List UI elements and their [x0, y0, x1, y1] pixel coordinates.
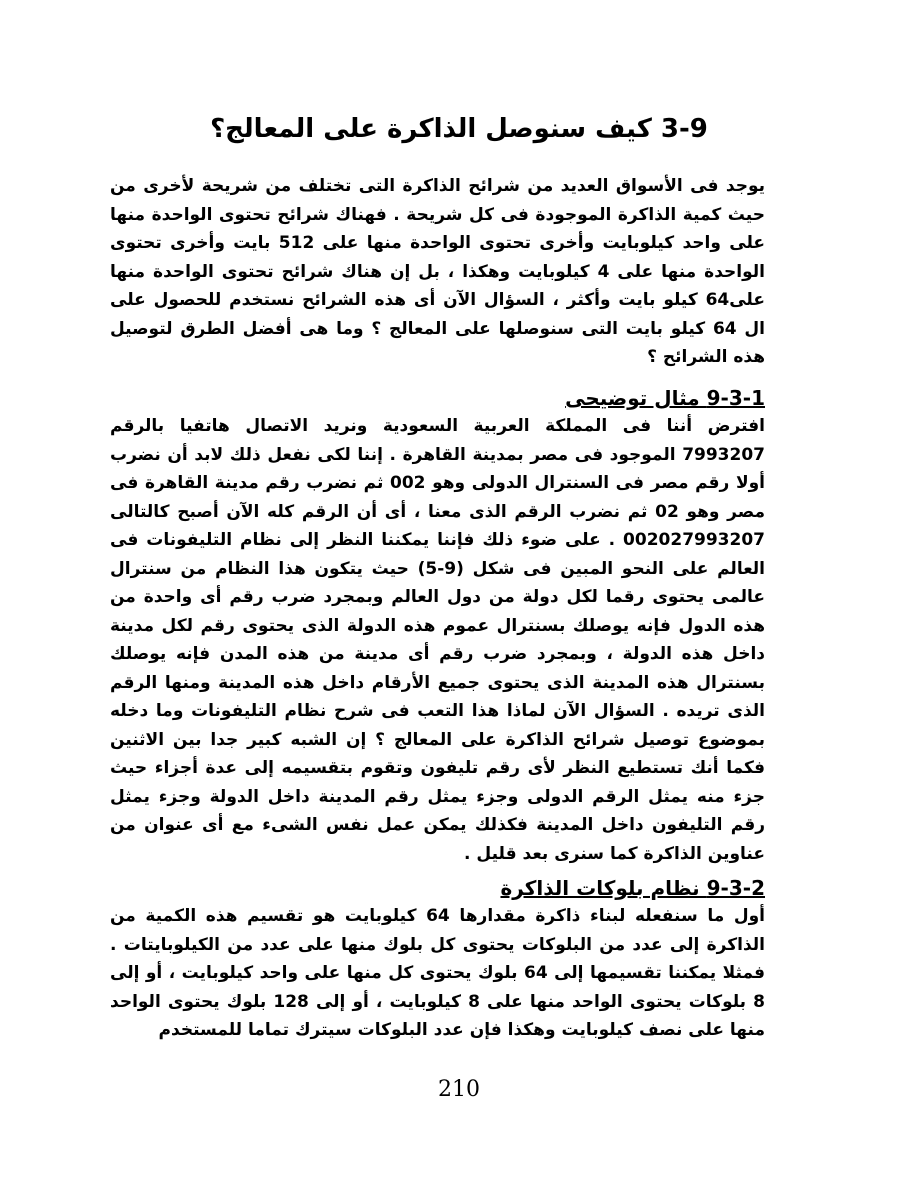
page-title: 3-9 كيف سنوصل الذاكرة على المعالج؟: [210, 114, 708, 144]
memory-blocks-paragraph: أول ما سنفعله لبناء ذاكرة مقدارها 64 كيلوبايت هو تقسيم هذه الكمية من الذاكرة إلى عدد من البلوكات يحتوى كل بلوك منها على عدد من الكيلوبايتات . فمثلا يمكننا تقسيمها إلى 64 بلوك يحتوى كل منها على واحد كيلوبايت ، أو إلى 8 بلوكات يحتوى الواحد منها على 8 كيلوبايت ، أو إلى 128 بلوك يحتوى الواحد منها على نصف كيلوبايت وهكذا فإن عدد البلوكات سيترك تماما للمستخدم: [110, 906, 765, 1040]
section-example: [110, 384, 765, 868]
intro-paragraph: يوجد فى الأسواق العديد من شرائح الذاكرة التى تختلف من شريحة لأخرى من حيث كمية الذاكرة الموجودة فى كل شريحة . فهناك شرائح تحتوى الواحدة منها على واحد كيلوبايت وأخرى تحتوى الواحدة منها على 512 بايت وأخرى تحتوى الواحدة منها على 4 كيلوبايت وهكذا ، بل إن هناك شرائح تحتوى الواحدة منها على64 كيلو بايت وأكثر ، السؤال الآن أى هذه الشرائح نستخدم للحصول على ال 64 كيلو بايت التى سنوصلها على المعالج ؟ وما هى أفضل الطرق لتوصيل هذه الشرائح ؟: [110, 176, 765, 367]
example-paragraph: افترض أننا فى المملكة العربية السعودية ونريد الاتصال هاتفيا بالرقم 7993207 الموجود فى مصر بمدينة القاهرة . إننا لكى نفعل ذلك لابد أن نضرب أولا رقم مصر فى السنترال الدولى وهو 002 ثم نضرب رقم مدينة القاهرة فى مصر وهو 02 ثم نضرب الرقم الذى معنا ، أى أن الرقم كله الآن أصبح كالتالى 002027993207 . على ضوء ذلك فإننا يمكننا النظر إلى نظام التليفونات فى العالم على النحو المبين فى شكل (9-5) حيث يتكون هذا النظام من سنترال عالمى يحتوى رقما لكل دولة من دول العالم وبمجرد ضرب رقم أى واحدة من هذه الدول فإنه يوصلك بسنترال عموم هذه الدولة الذى يحتوى رقم لكل مدينة داخل هذه الدولة ، وبمجرد ضرب رقم أى مدينة من هذه المدن فإنه يوصلك بسنترال هذه المدينة الذى يحتوى جميع الأرقام داخل هذه المدينة ومنها الرقم الذى تريده . السؤال الآن لماذا هذا التعب فى شرح نظام التليفونات وما دخله بموضوع توصيل شرائح الذاكرة على المعالج ؟ إن الشبه كبير جدا بين الاثنين فكما أنك تستطيع النظر لأى رقم تليفون وتقوم بتقسيمه إلى عدة أجزاء حيث جزء منه يمثل الرقم الدولى وجزء يمثل رقم المدينة داخل الدولة وجزء يمثل رقم التليفون داخل المدينة فكذلك يمكن عمل نفس الشىء مع أى عنوان من عناوين الذاكرة كما سنرى بعد قليل .: [110, 416, 766, 864]
section-heading-memory-blocks: 9-3-2 نظام بلوكات الذاكرة: [500, 876, 765, 900]
intro-block: [110, 172, 765, 372]
section-memory-blocks: [110, 874, 765, 1045]
section-heading-example: 9-3-1 مثال توضيحى: [565, 386, 765, 410]
page-number: 210: [438, 1077, 480, 1102]
